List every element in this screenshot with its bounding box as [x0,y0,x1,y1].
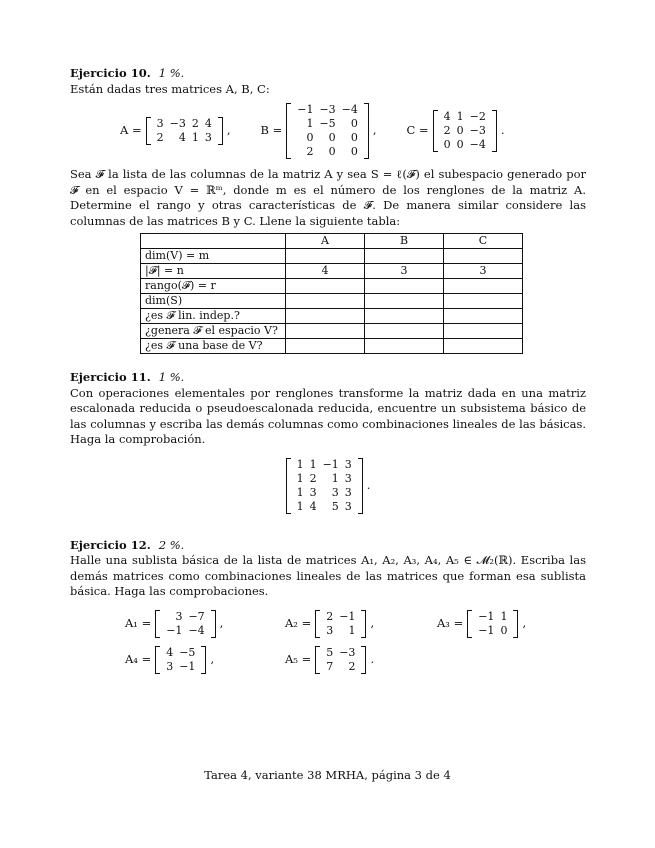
matrix-entry: 5 [331,499,339,513]
matrix-c-punct: . [500,123,505,138]
matrix-a1-group [125,610,285,638]
matrix-entry: 2 [191,117,199,130]
ex12-heading [70,538,586,554]
matrix-entry: −3 [339,645,356,659]
matrix-row [475,610,510,624]
matrix-row [154,131,215,145]
matrix-row [323,624,358,638]
table-row [141,339,523,354]
matrix-entry: 0 [456,124,464,137]
matrix-entry: −3 [169,117,186,130]
matrix-entry: 1 [191,131,199,144]
matrix-entry: 1 [296,457,304,471]
matrix-row [294,472,355,486]
matrix-row [154,117,215,131]
right-bracket [364,103,369,159]
ex11-title: Ejercicio 11. [70,370,151,384]
matrix-entry: −1 [339,609,356,623]
table-row [141,264,523,279]
table-col-b: B [365,234,444,249]
matrix-entry: −7 [188,609,205,623]
matrix-a5-punct: . [370,651,375,666]
matrix-a4-label: A₄ = [125,651,152,666]
matrix-entry: 1 [309,457,317,471]
table-cell [286,339,365,354]
matrix-entry: 0 [350,117,358,130]
matrix-a5 [315,646,366,674]
page-footer: Tarea 4, variante 38 MRHA, página 3 de 4 [204,768,451,782]
matrix-a3-punct: , [522,615,527,630]
matrix-entry: 1 [296,485,304,499]
table-cell: 3 [365,264,444,279]
table-row-label: dim(S) [141,294,286,309]
matrix-entry: 2 [326,609,334,623]
ex12-title: Ejercicio 12. [70,537,151,552]
matrix-entry: 3 [166,659,174,673]
matrix-entry: 0 [350,131,358,144]
table-cell [444,279,523,294]
matrix-entry: 3 [344,485,352,499]
left-bracket [155,610,160,638]
table-cell [365,324,444,339]
matrix-a1-label: A₁ = [125,615,152,630]
matrix-b [286,103,369,159]
ex11-matrix [286,458,363,514]
left-bracket [433,110,438,152]
matrix-a [146,117,223,145]
table-cell: 3 [444,264,523,279]
matrix-c-group [407,110,505,152]
matrix-row [163,646,198,660]
table-cell [286,249,365,264]
matrix-entry: 3 [309,485,317,499]
matrix-entry: 3 [344,471,352,485]
matrix-a5-label: A₅ = [285,651,312,666]
table-cell: 4 [286,264,365,279]
matrix-entry: 1 [331,471,339,485]
matrix-entry: 1 [500,609,508,623]
ex11-heading [70,370,586,386]
left-bracket [146,117,151,145]
left-bracket [155,646,160,674]
matrix-entry: 4 [309,499,317,513]
table-cell [444,249,523,264]
table-cell [444,294,523,309]
matrix-entry: 2 [443,124,451,137]
matrix-entry: 2 [306,145,314,158]
matrix-entry: 0 [350,145,358,158]
right-bracket [361,646,366,674]
matrix-entry: −1 [166,623,183,637]
ex10-matrices [120,103,586,159]
matrix-row [163,624,207,638]
matrix-b-label: B = [260,123,283,138]
matrix-entry: 0 [328,131,336,144]
table-row [141,279,523,294]
matrix-a3-label: A₃ = [437,615,464,630]
ex10-summary-table [140,233,523,354]
matrix-entry: 3 [344,499,352,513]
right-bracket [361,610,366,638]
matrix-c [433,110,497,152]
table-cell [365,309,444,324]
matrix-entry: −4 [341,103,358,116]
ex11-percent: 1 %. [158,370,185,384]
matrix-row [323,646,358,660]
matrix-a2-punct: , [370,615,375,630]
matrix-entry: 4 [443,110,451,123]
matrix-entry: −3 [319,103,336,116]
table-cell [286,324,365,339]
table-row-label: |𝓕| = n [141,264,286,279]
matrix-a1 [155,610,215,638]
table-row [141,249,523,264]
matrix-entry: 2 [156,131,164,144]
ex11-matrix-punct: . [366,477,371,492]
ex10-intro: Están dadas tres matrices A, B, C: [70,81,270,96]
table-cell [286,309,365,324]
matrix-a5-group [285,646,374,674]
table-row [141,309,523,324]
matrix-a4 [155,646,206,674]
table-cell [444,324,523,339]
matrix-entry: 4 [204,117,212,130]
matrix-entry: 3 [156,117,164,130]
right-bracket [513,610,518,638]
right-bracket [492,110,497,152]
matrix-entry: 2 [309,471,317,485]
matrix-entry: 1 [456,110,464,123]
matrix-entry: 0 [328,145,336,158]
matrix-row [294,103,361,117]
ex12-row-2 [125,646,586,674]
table-header-row [141,234,523,249]
table-row-label: dim(V) = m [141,249,286,264]
matrix-entry: 0 [456,138,464,151]
matrix-row [294,458,355,472]
matrix-a2-label: A₂ = [285,615,312,630]
matrix-entry: 2 [348,659,356,673]
table-cell [286,279,365,294]
matrix-row [323,610,358,624]
table-cell [365,249,444,264]
table-corner-cell [141,234,286,249]
ex10-paragraph: Sea 𝓕 la lista de las columnas de la matriz A y sea S = ℓ(𝓕) el subespacio generado por 𝓕 en el espacio V = ℝᵐ, donde m es el número de los renglones de la matriz A. Determine el rango y otras características de 𝓕. De manera similar considere las columnas de las matrices B y C. Llene la siguiente tabla: [70,167,586,228]
matrix-entry: −2 [469,110,486,123]
matrix-entry: 3 [204,131,212,144]
matrix-entry: 1 [348,623,356,637]
right-bracket [358,458,363,514]
matrix-entry: −3 [469,124,486,137]
table-cell [444,309,523,324]
matrix-row [294,145,361,159]
table-cell [365,279,444,294]
ex10-percent: 1 %. [158,66,185,80]
right-bracket [211,610,216,638]
matrix-entry: 1 [296,499,304,513]
left-bracket [315,610,320,638]
left-bracket [315,646,320,674]
table-col-c: C [444,234,523,249]
left-bracket [286,103,291,159]
matrix-entry: 4 [178,131,186,144]
matrix-entry: −1 [478,609,495,623]
matrix-c-label: C = [406,123,429,138]
matrix-entry: 1 [306,117,314,130]
ex11-paragraph: Con operaciones elementales por renglones transforme la matriz dada en una matriz escalonada reducida o pseudoescalonada reducida, encuentre un subsistema básico de las columnas y escriba las demás columnas como combinaciones lineales de las básicas. Haga la comprobación. [70,385,586,446]
left-bracket [467,610,472,638]
matrix-a4-punct: , [210,651,215,666]
matrix-a2-group [285,610,437,638]
matrix-entry: 0 [443,138,451,151]
matrix-row [475,624,510,638]
matrix-entry: 1 [296,471,304,485]
matrix-entry: −5 [319,117,336,130]
matrix-entry: −4 [188,623,205,637]
matrix-entry: 4 [166,645,174,659]
table-row-label: ¿es 𝓕 lin. indep.? [141,309,286,324]
table-cell [365,339,444,354]
matrix-entry: 3 [331,485,339,499]
table-row-label: rango(𝓕) = r [141,279,286,294]
matrix-a-punct: , [226,123,231,138]
matrix-entry: 7 [326,659,334,673]
ex12-paragraph: Halle una sublista básica de la lista de matrices A₁, A₂, A₃, A₄, A₅ ∈ 𝓜₂(ℝ). Escriba las demás matrices como combinaciones lineales de las matrices que forman esa sublista básica. Haga las comprobaciones. [70,553,586,598]
matrix-row [441,110,489,124]
ex12-percent: 2 %. [158,537,185,552]
matrix-entry: 3 [344,457,352,471]
matrix-row [323,660,358,674]
table-cell [444,339,523,354]
ex10-heading [70,66,586,82]
matrix-a1-punct: , [219,615,224,630]
table-cell [286,294,365,309]
matrix-row [294,500,355,514]
matrix-entry: 3 [326,623,334,637]
matrix-a-label: A = [120,123,142,138]
matrix-entry: 0 [500,623,508,637]
page-content [70,66,586,674]
table-row [141,294,523,309]
right-bracket [218,117,223,145]
matrix-row [441,124,489,138]
matrix-entry: −5 [179,645,196,659]
matrix-entry: −1 [179,659,196,673]
matrix-b-group [260,103,376,159]
matrix-entry: −1 [478,623,495,637]
matrix-entry: 0 [306,131,314,144]
matrix-entry: −1 [297,103,314,116]
table-row [141,324,523,339]
matrix-row [163,610,207,624]
ex11-matrix-row [70,458,586,514]
matrix-row [294,131,361,145]
matrix-entry: −1 [322,457,339,471]
table-row-label: ¿genera 𝓕 el espacio V? [141,324,286,339]
matrix-row [163,660,198,674]
matrix-row [294,486,355,500]
matrix-a2 [315,610,366,638]
matrix-a3-group [437,610,526,638]
left-bracket [286,458,291,514]
matrix-entry: 5 [326,645,334,659]
table-col-a: A [286,234,365,249]
matrix-b-punct: , [372,123,377,138]
matrix-a4-group [125,646,285,674]
ex12-row-1 [125,610,586,638]
matrix-a-group [120,117,230,145]
matrix-a3 [467,610,518,638]
matrix-row [294,117,361,131]
matrix-row [441,138,489,152]
right-bracket [201,646,206,674]
table-row-label: ¿es 𝓕 una base de V? [141,339,286,354]
ex10-title: Ejercicio 10. [70,66,151,80]
matrix-entry: 3 [175,609,183,623]
matrix-entry: −4 [469,138,486,151]
table-cell [365,294,444,309]
